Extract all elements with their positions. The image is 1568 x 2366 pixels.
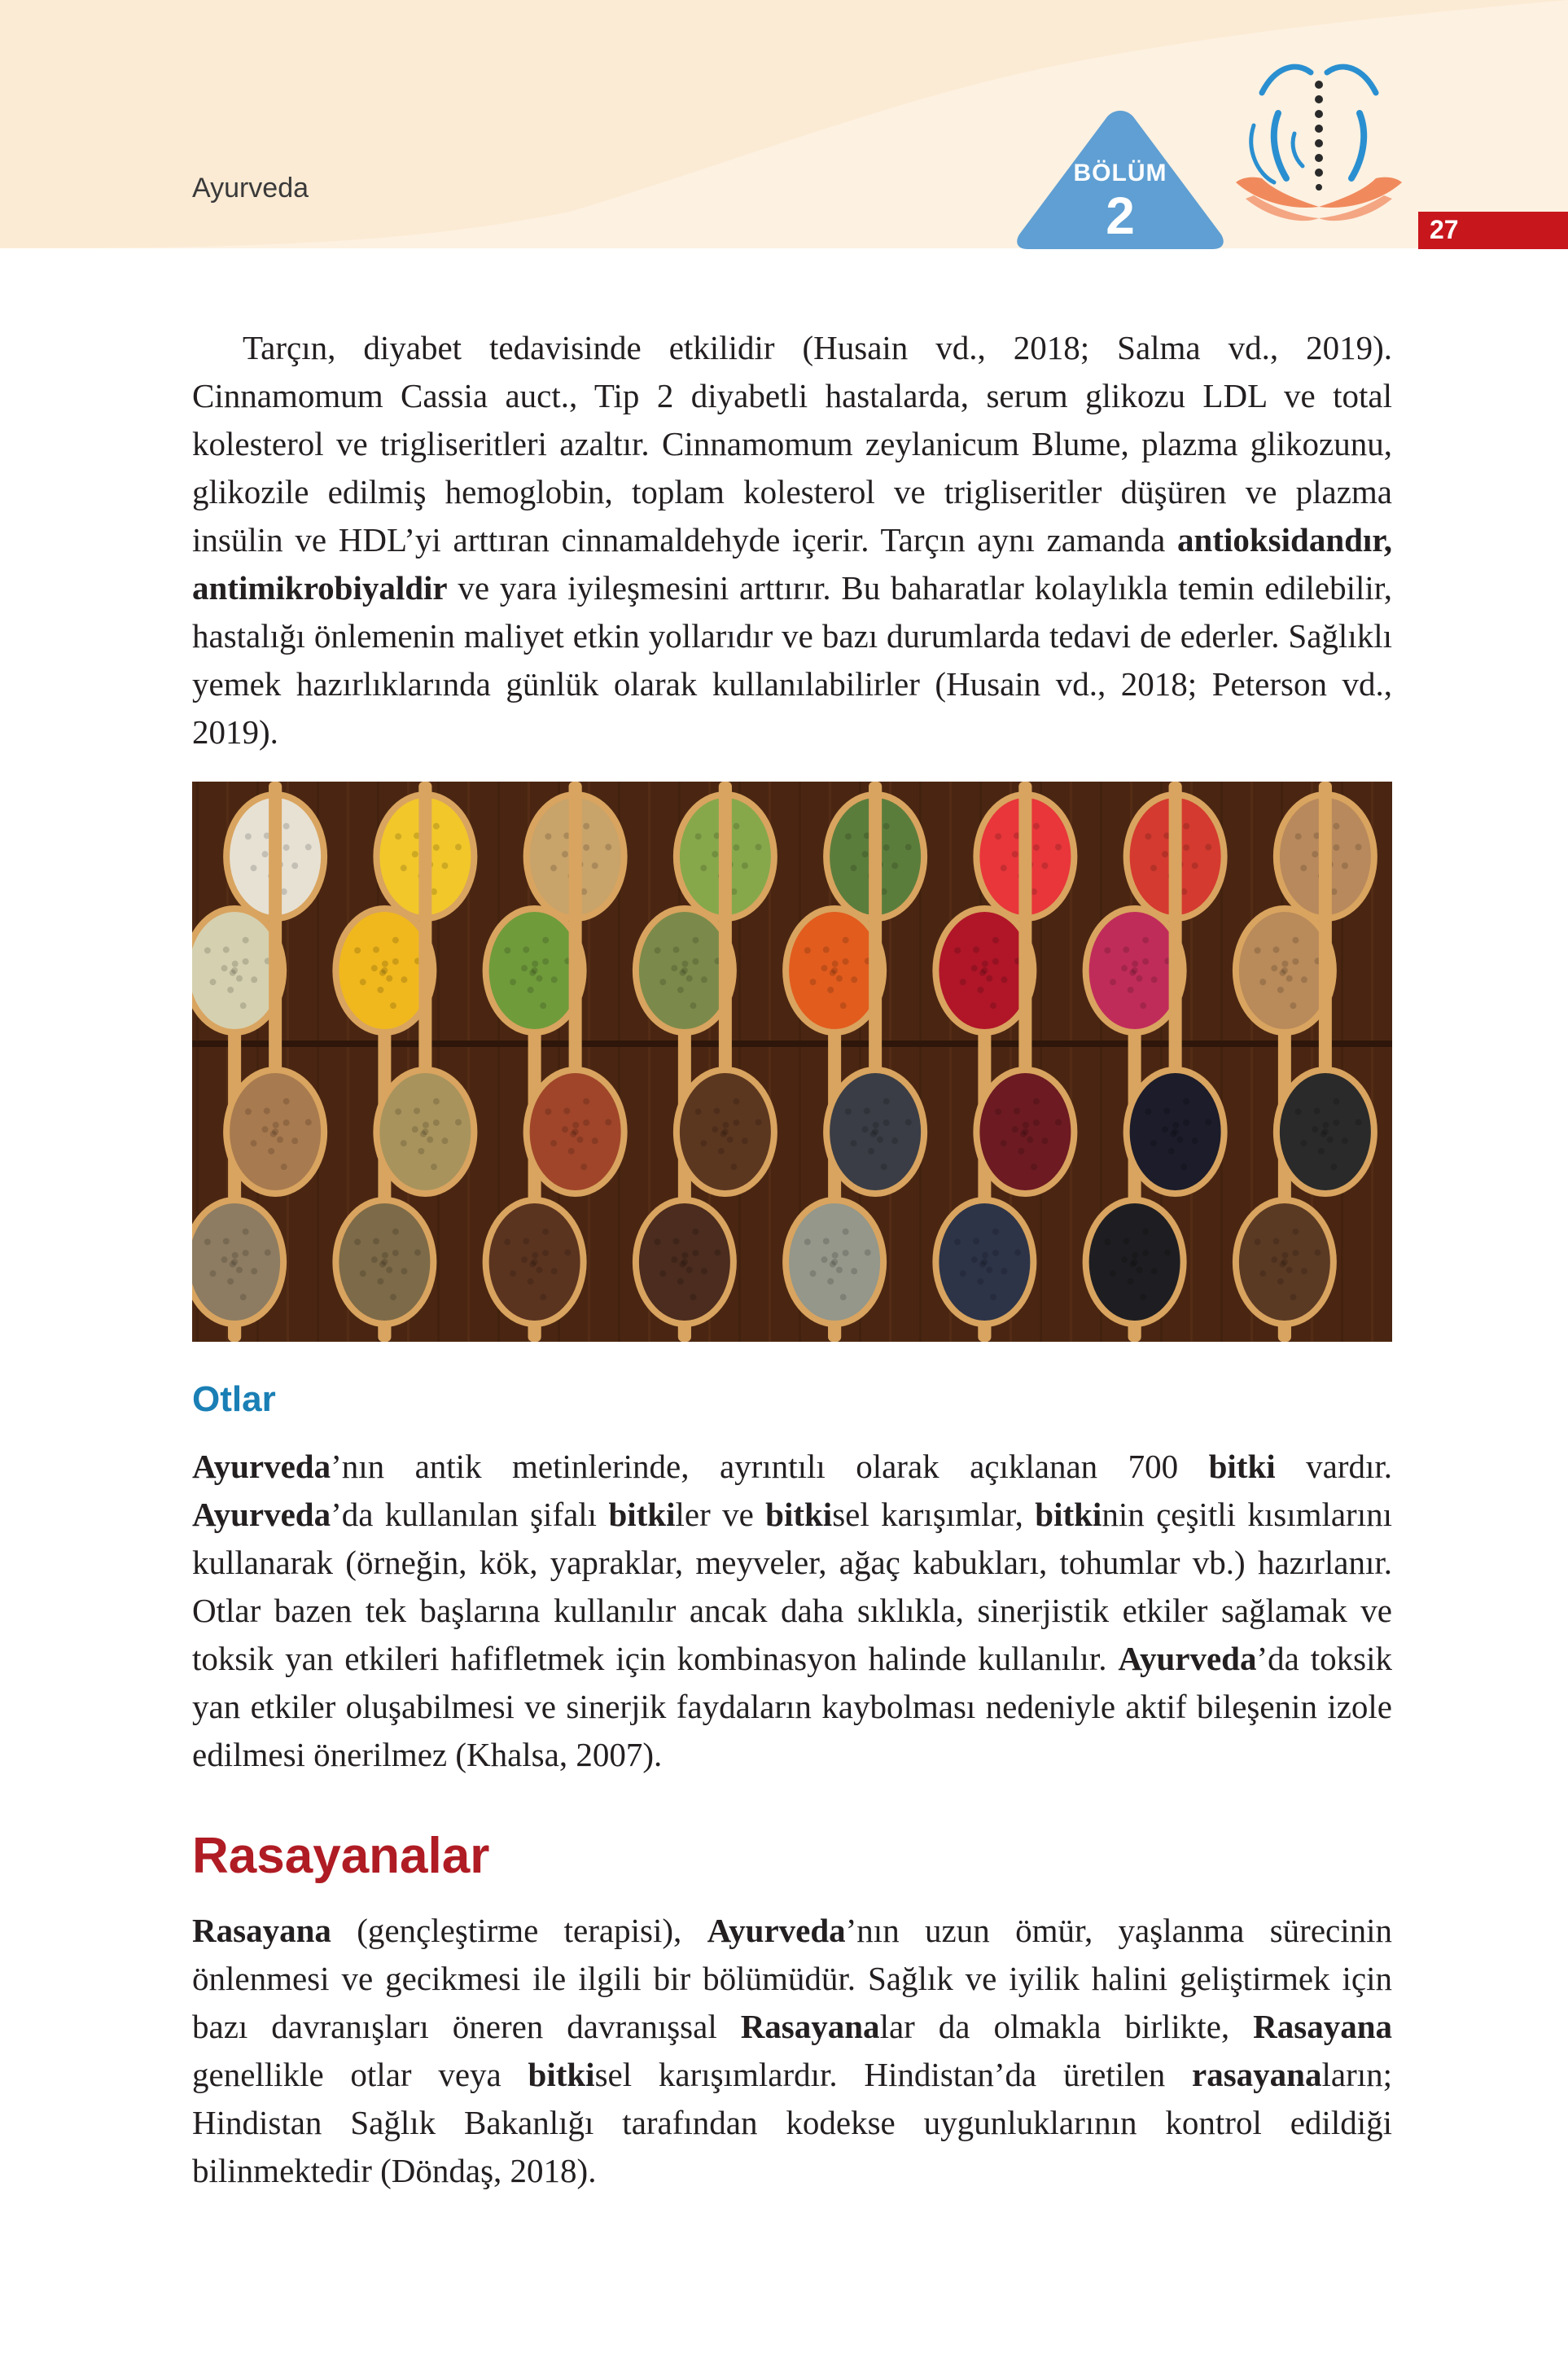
text-run: ’da kullanılan şifalı bbox=[331, 1496, 609, 1533]
text-run: vardır. bbox=[1275, 1448, 1393, 1485]
bold-term: antioksidandır, antimikrobiyaldir bbox=[192, 521, 1392, 607]
section-heading-otlar: Otlar bbox=[192, 1379, 276, 1419]
bold-term: Ayurveda bbox=[192, 1448, 331, 1485]
bold-term: bitki bbox=[765, 1496, 833, 1533]
section-heading-rasayanalar: Rasayanalar bbox=[192, 1828, 490, 1884]
text-run: ’nın antik metinlerinde, ayrıntılı olarak açıklanan 700 bbox=[331, 1448, 1209, 1485]
text-run: sel karışımlardır. Hindistan’da üretilen bbox=[594, 2056, 1193, 2093]
chapter-label: BÖLÜM bbox=[1073, 160, 1167, 186]
text-run: ve yara iyileşmesini arttırır. Bu baharatlar kolaylıkla temin edilebilir, hastalığı önlemenin maliyet etkin yollarıdır ve bazı durumlarda tedavi de ederler. Sağlıklı yemek hazırlıklarında günlük olarak kullanılabilirler (Husain vd., 2018; Peterson vd., 2019). bbox=[192, 569, 1392, 751]
text-run: (gençleştirme terapisi), bbox=[331, 1912, 707, 1949]
bold-term: Rasayana bbox=[192, 1912, 331, 1949]
bold-term: rasayana bbox=[1192, 2056, 1322, 2093]
rasayana-paragraph bbox=[192, 1907, 1392, 2195]
text-run: lar da olmakla birlikte, bbox=[879, 2008, 1254, 2045]
text-run: ler ve bbox=[675, 1496, 766, 1533]
bold-term: bitki bbox=[1208, 1448, 1276, 1485]
ayurveda-spine-hands-logo-icon bbox=[1229, 36, 1408, 231]
text-run: Tarçın, diyabet tedavisinde etkilidir (Husain vd., 2018; Salma vd., 2019). Cinnamomum Cassia auct., Tip 2 diyabetli hastalarda, serum glikozu LDL ve total kolesterol ve trigliseritleri azaltır. Cinnamomum zeylanicum Blume, plazma glikozunu, glikozile edilmiş hemoglobin, toplam kolesterol ve trigliseritler düşüren ve plazma insülin ve HDL’yi arttıran cinnamaldehyde içerir. Tarçın aynı zamanda bbox=[192, 329, 1392, 559]
running-head: Ayurveda bbox=[192, 173, 309, 204]
otlar-paragraph bbox=[192, 1443, 1392, 1779]
bold-term: bitki bbox=[1035, 1496, 1102, 1533]
text-run: nin çeşitli kısımlarını kullanarak (örneğin, kök, yapraklar, meyveler, ağaç kabukları, tohumlar vb.) hazırlanır. Otlar bazen tek başlarına kullanılır ancak daha sıklıkla, sinerjistik etkiler sağlamak ve toksik yan etkileri hafifletmek için kombinasyon halinde kullanılır. bbox=[192, 1496, 1392, 1677]
bold-term: Rasayana bbox=[740, 2008, 880, 2045]
bold-term: bitki bbox=[608, 1496, 676, 1533]
bold-term: Ayurveda bbox=[707, 1912, 846, 1949]
bold-term: Rasayana bbox=[1253, 2008, 1392, 2045]
page-number: 27 bbox=[1430, 215, 1459, 244]
spice-spoons-photo bbox=[192, 782, 1392, 1342]
bold-term: Ayurveda bbox=[1118, 1640, 1257, 1677]
chapter-number: 2 bbox=[1106, 186, 1135, 245]
text-run: ’da toksik yan etkiler oluşabilmesi ve sinerjik faydaların kaybolması nedeniyle aktif bileşenin izole edilmesi önerilmez (Khalsa, 2007). bbox=[192, 1640, 1392, 1773]
text-run: ların; Hindistan Sağlık Bakanlığı tarafından kodekse uygunluklarının kontrol edildiği bilinmektedir (Döndaş, 2018). bbox=[192, 2056, 1393, 2189]
text-run: ’nın uzun ömür, yaşlanma sürecinin önlenmesi ve gecikmesi ile ilgili bir bölümüdür. Sağlık ve iyilik halini geliştirmek için bazı davranışları öneren davranışsal bbox=[192, 1912, 1392, 2045]
bold-term: bitki bbox=[528, 2056, 595, 2093]
intro-paragraph bbox=[192, 324, 1392, 756]
bold-term: Ayurveda bbox=[192, 1496, 331, 1533]
text-run: sel karışımlar, bbox=[832, 1496, 1036, 1533]
text-run: genellikle otlar veya bbox=[192, 2056, 528, 2093]
